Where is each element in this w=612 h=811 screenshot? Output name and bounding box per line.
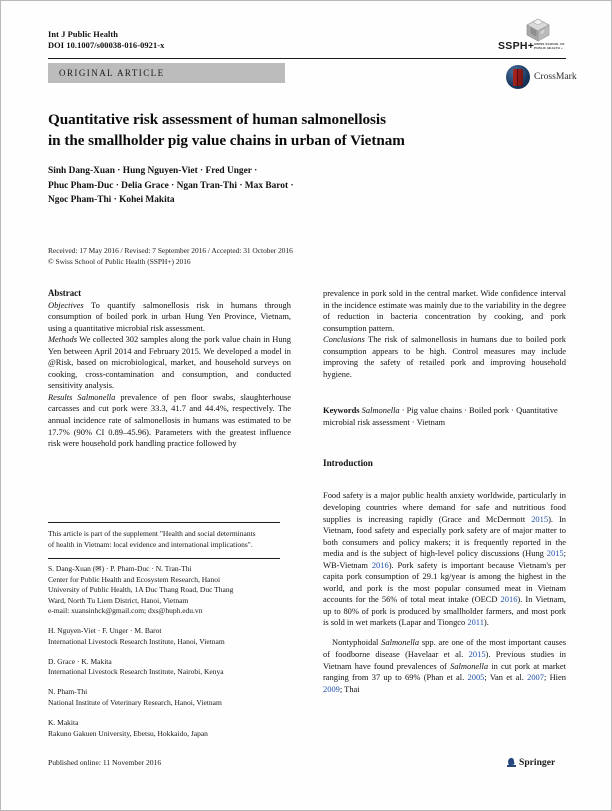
abstract-conclusions <box>323 334 566 380</box>
intro-p2-c: ). Previous studies in Vietnam have found prevalences of <box>323 648 566 671</box>
author-line-2: Phuc Pham-Duc · Delia Grace · Ngan Tran-Thi · Max Barot · <box>48 180 294 191</box>
affiliation-authors: K. Makita <box>48 718 79 728</box>
title-line-1: Quantitative risk assessment of human salmonellosis <box>48 111 386 128</box>
intro-p2-a: Nontyphoidal <box>332 637 382 648</box>
affiliation-email[interactable]: e-mail: xuansinhck@gmail.com; dxs@huph.edu.vn <box>48 606 203 616</box>
intro-p2-e: ; Van et al. <box>484 672 528 683</box>
crossmark-rule <box>509 58 566 59</box>
journal-name: Int J Public Health <box>48 30 119 39</box>
page-sheet <box>1 1 612 811</box>
affiliation-line: Ward, North Tu Liem District, Hanoi, Vietnam <box>48 595 189 605</box>
affiliation-authors: H. Nguyen-Viet · F. Unger · M. Barot <box>48 626 162 636</box>
intro-p2-d: in cut pork at market ranging from 37 up to 69% (Phan et al. <box>323 660 566 683</box>
intro-p1-d: ). Pork safety is important because Vietnam's per capita pork consumption of 29.1 kg/year is among the highest in the world, and pork is the most popular consumed meat in Vietnam accounts for the 56% of total meat intake (OECD <box>323 559 566 605</box>
methods-text: We collected 302 samples along the pork value chain in Hung Yen between April 2014 and February 2015. We developed a model in @Risk, based on microbiological, market, and household surveys on cooking, cross-contamination and consumption, and conducted sensitivity analysis. <box>48 334 291 391</box>
intro-p2-f: ; Hien <box>543 672 566 683</box>
intro-paragraph-1 <box>323 490 566 629</box>
keywords-label: Keywords <box>323 405 360 415</box>
received-revised-accepted: Received: 17 May 2016 / Revised: 7 September 2016 / Accepted: 31 October 2016 <box>48 246 293 255</box>
affiliation-line: Center for Public Health and Ecosystem Research, Hanoi <box>48 574 221 584</box>
citation-year-1[interactable]: 2015 <box>531 513 549 524</box>
keyword-organism: Salmonella <box>361 405 400 415</box>
conclusions-text: The risk of salmonellosis in humans due to boiled pork consumption appears to be high. Control measures may include improving the safety of retailed pork and improving household hygiene. <box>323 334 566 379</box>
crossmark-label: CrossMark <box>534 71 577 82</box>
publication-history <box>48 246 378 267</box>
ssph-logo <box>498 18 568 56</box>
intro-p1-c: ; WB-Vietnam <box>323 548 566 570</box>
supplement-note <box>48 529 291 550</box>
affiliation-line: International Livestock Research Institute, Nairobi, Kenya <box>48 667 224 677</box>
results-continued-text: prevalence in pork sold in the central market. Wide confidence interval in the incidence estimate was mainly due to the variability in the degree of reduction in bacteria concentration by cooking, and pork consumption pattern. <box>323 288 566 333</box>
abstract-column <box>48 288 291 450</box>
publisher-name: Springer <box>519 757 556 768</box>
ssph-wordmark: SSPH+ <box>498 40 535 52</box>
affiliation-group <box>48 687 298 708</box>
affiliation-authors: N. Pham-Thi <box>48 687 88 697</box>
supplement-note-line-1: This article is part of the supplement "Health and social determinants <box>48 529 256 538</box>
conclusions-label: Conclusions <box>323 334 365 345</box>
crossmark-book-glyph <box>513 69 523 86</box>
affiliation-group <box>48 564 298 617</box>
affiliation-group <box>48 657 298 678</box>
results-organism: Salmonella <box>77 391 116 402</box>
intro-p1-b: ). In Vietnam, food safety and especially pork safety are of major matter to both consumers and policy makers; it is frequently reported in the media and is the subject of high-level policy discussions (Hung <box>323 513 567 559</box>
springer-knight-icon <box>507 758 516 768</box>
citation-year-2[interactable]: 2015 <box>546 548 564 559</box>
springer-logo <box>507 756 577 772</box>
supplement-note-line-2: of health in Vietnam: local evidence and international implications". <box>48 539 253 549</box>
affiliation-authors: S. Dang-Xuan (✉) · P. Pham-Duc · N. Tran-Thi <box>48 564 192 573</box>
affiliation-line: International Livestock Research Institute, Hanoi, Vietnam <box>48 636 225 646</box>
affiliation-line: Rakuno Gakuen University, Ebetsu, Hokkaido, Japan <box>48 728 208 738</box>
citation-year-7[interactable]: 2005 <box>467 672 485 683</box>
footnote-divider-bottom <box>48 558 280 559</box>
abstract-results <box>48 392 291 450</box>
citation-year-3[interactable]: 2016 <box>371 559 389 570</box>
journal-doi[interactable]: DOI 10.1007/s00038-016-0921-x <box>48 41 165 51</box>
affiliation-line: National Institute of Veterinary Research, Hanoi, Vietnam <box>48 697 222 707</box>
abstract-objectives <box>48 300 291 335</box>
intro-p1-e: ). In Vietnam, up to 80% of pork is produced by smallholder farmers, and most pork is sold in wet markets (Lapar and Tiongco <box>323 594 567 628</box>
objectives-label: Objectives <box>48 299 84 310</box>
keywords-block <box>323 405 566 428</box>
intro-p1-a: Food safety is a major public health anxiety worldwide, particularly in developing countries where demand for safe and nutritious food supplies is increasing rapidly (Grace and McDermott <box>323 490 566 524</box>
page-title <box>48 109 518 151</box>
article-type-label: ORIGINAL ARTICLE <box>59 68 165 78</box>
crossmark-badge[interactable] <box>506 65 586 91</box>
header-rule <box>48 58 566 59</box>
crossmark-icon <box>506 65 530 89</box>
copyright-line: © Swiss School of Public Health (SSPH+) 2016 <box>48 256 191 266</box>
intro-p2-g: ; Thai <box>339 683 360 694</box>
author-line-3: Ngoc Pham-Thi · Kohei Makita <box>48 195 175 206</box>
title-line-2: in the smallholder pig value chains in urban of Vietnam <box>48 132 405 149</box>
introduction-heading: Introduction <box>323 458 373 468</box>
citation-year-4[interactable]: 2016 <box>500 594 518 605</box>
citation-year-9[interactable]: 2009 <box>323 683 340 694</box>
intro-p1-f: ). <box>483 617 489 628</box>
affiliations-block <box>48 564 298 749</box>
intro-paragraph-2 <box>323 637 566 695</box>
abstract-continuation-column <box>323 288 566 380</box>
article-type-banner <box>48 63 285 83</box>
affiliation-group <box>48 718 298 739</box>
citation-year-6[interactable]: 2015 <box>468 648 486 659</box>
footnote-divider-top <box>48 522 280 523</box>
affiliation-line: University of Public Health, 1A Duc Thang Road, Duc Thang <box>48 585 234 595</box>
citation-year-8[interactable]: 2007 <box>527 672 544 683</box>
abstract-methods <box>48 334 291 392</box>
methods-label: Methods <box>48 334 78 345</box>
journal-header <box>48 29 164 52</box>
published-online-date: Published online: 11 November 2016 <box>48 758 162 767</box>
abstract-results-cont <box>323 288 566 334</box>
intro-p2-organism: Salmonella <box>381 637 420 648</box>
keywords-rest: · Pig value chains · Boiled pork · Quantitative microbial risk assessment · Vietnam <box>323 405 558 427</box>
results-text: prevalence of pen floor swabs, slaughterhouse carcasses and cut pork were 33.3, 41.7 and 44.4%, respectively. The annual incidence rate of salmonellosis in humans was estimated to be 17.7% (90% CI 0.89–45.96). Parameters with the greatest influence risk were household pork handling practice followed by <box>48 391 292 449</box>
citation-year-5[interactable]: 2011 <box>467 617 484 628</box>
author-line-1: Sinh Dang-Xuan · Hung Nguyen-Viet · Fred Unger · <box>48 166 258 176</box>
results-label: Results <box>48 391 73 402</box>
objectives-text: To quantify salmonellosis risk in humans through consumption of boiled pork in urban Hung Yen Province, Vietnam, using a quantitative microbial risk assessment. <box>48 299 291 333</box>
affiliation-authors: D. Grace · K. Makita <box>48 656 112 666</box>
introduction-body <box>323 482 566 704</box>
intro-p2-organism-2: Salmonella <box>450 660 489 671</box>
ssph-cube-icon <box>524 18 552 42</box>
author-list <box>48 164 448 208</box>
abstract-heading: Abstract <box>48 288 82 298</box>
affiliation-group <box>48 626 298 647</box>
ssph-subtitle: SWISS SCHOOL OF PUBLIC HEALTH + <box>534 42 565 51</box>
intro-p2-b: spp. are one of the most important causes of foodborne disease (Havelaar et al. <box>323 637 566 659</box>
